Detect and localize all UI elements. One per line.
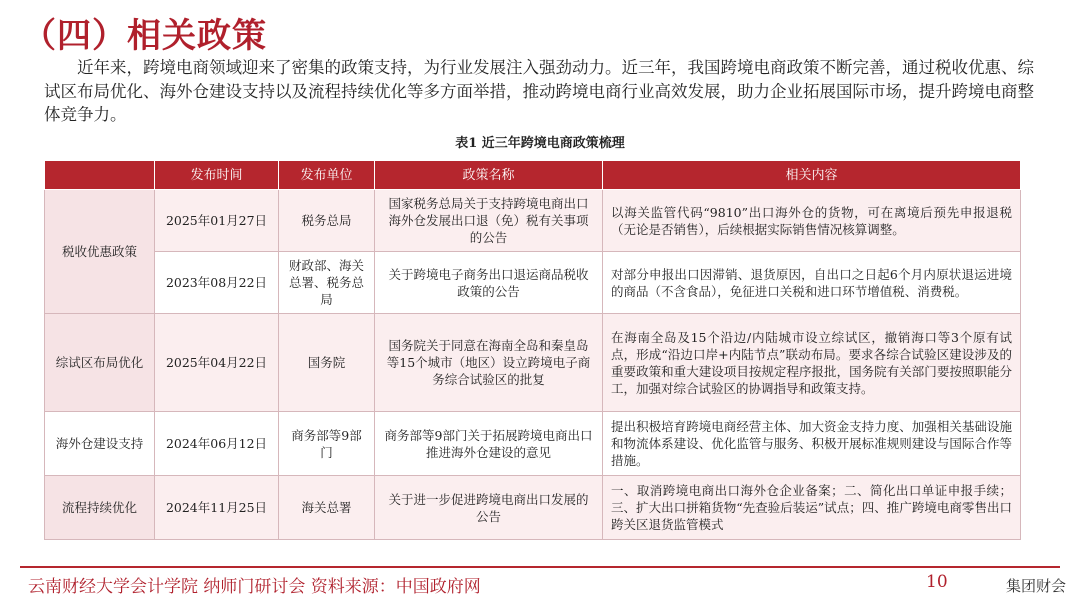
- row-date: 2024年06月12日: [155, 412, 279, 476]
- policy-table: [44, 160, 1021, 540]
- row-date: 2025年04月22日: [155, 314, 279, 412]
- category-process: 流程持续优化: [45, 476, 155, 540]
- header-date: 发布时间: [155, 161, 279, 190]
- header-org: 发布单位: [279, 161, 375, 190]
- row-content: 对部分申报出口因滞销、退货原因，自出口之日起6个月内原状退运进境的商品（不含食品），免征进口关税和进口环节增值税、消费税。: [603, 252, 1021, 314]
- row-content: 一、取消跨境电商出口海外仓企业备案；二、简化出口单证申报手续；三、扩大出口拼箱货物“先查验后装运”试点；四、推广跨境电商零售出口跨关区退货监管模式: [603, 476, 1021, 540]
- row-org: 国务院: [279, 314, 375, 412]
- table-row: [45, 412, 1021, 476]
- row-date: 2025年01月27日: [155, 190, 279, 252]
- table-row: [45, 190, 1021, 252]
- category-tax: 税收优惠政策: [45, 190, 155, 314]
- row-org: 商务部等9部门: [279, 412, 375, 476]
- footer-source: 云南财经大学会计学院 纳师门研讨会 资料来源：中国政府网: [28, 577, 481, 597]
- table-caption: 表1 近三年跨境电商政策梳理: [455, 136, 625, 151]
- row-content: 以海关监管代码“9810”出口海外仓的货物，可在离境后预先申报退税（无论是否销售），后续根据实际销售情况核算调整。: [603, 190, 1021, 252]
- row-policy-name: 关于跨境电子商务出口退运商品税收政策的公告: [375, 252, 603, 314]
- row-org: 税务总局: [279, 190, 375, 252]
- header-policy-name: 政策名称: [375, 161, 603, 190]
- intro-paragraph: 近年来，跨境电商领域迎来了密集的政策支持，为行业发展注入强劲动力。近三年，我国跨境电商政策不断完善，通过税收优惠、综试区布局优化、海外仓建设支持以及流程持续优化等多方面举措，推动跨境电商行业高效发展，助力企业拓展国际市场，提升跨境电商整体竞争力。: [44, 58, 1034, 124]
- table-header-row: [45, 161, 1021, 190]
- row-policy-name: 国务院关于同意在海南全岛和秦皇岛等15个城市（地区）设立跨境电子商务综合试验区的批复: [375, 314, 603, 412]
- row-content: 在海南全岛及15个沿边/内陆城市设立综试区，撤销海口等3个原有试点，形成“沿边口岸+内陆节点”联动布局。要求各综合试验区建设涉及的重要政策和重大建设项目按规定程序报批，国务院有关部门要按照职能分工，加强对综合试验区的协调指导和政策支持。: [603, 314, 1021, 412]
- row-policy-name: 关于进一步促进跨境电商出口发展的公告: [375, 476, 603, 540]
- category-warehouse: 海外仓建设支持: [45, 412, 155, 476]
- footer-divider: [20, 566, 1060, 568]
- row-org: 财政部、海关总署、税务总局: [279, 252, 375, 314]
- table-row: [45, 314, 1021, 412]
- row-date: 2023年08月22日: [155, 252, 279, 314]
- row-content: 提出积极培育跨境电商经营主体、加大资金支持力度、加强相关基础设施和物流体系建设、优化监管与服务、积极开展标准规则建设与国际合作等措施。: [603, 412, 1021, 476]
- page-number: 10: [926, 572, 948, 592]
- table-row: [45, 252, 1021, 314]
- table-row: [45, 476, 1021, 540]
- brand-watermark: 集团财会: [1005, 577, 1066, 595]
- header-category: [45, 161, 155, 190]
- row-policy-name: 国家税务总局关于支持跨境电商出口海外仓发展出口退（免）税有关事项的公告: [375, 190, 603, 252]
- row-date: 2024年11月25日: [155, 476, 279, 540]
- header-content: 相关内容: [603, 161, 1021, 190]
- row-org: 海关总署: [279, 476, 375, 540]
- section-title: （四）相关政策: [22, 16, 267, 56]
- row-policy-name: 商务部等9部门关于拓展跨境电商出口推进海外仓建设的意见: [375, 412, 603, 476]
- category-zone: 综试区布局优化: [45, 314, 155, 412]
